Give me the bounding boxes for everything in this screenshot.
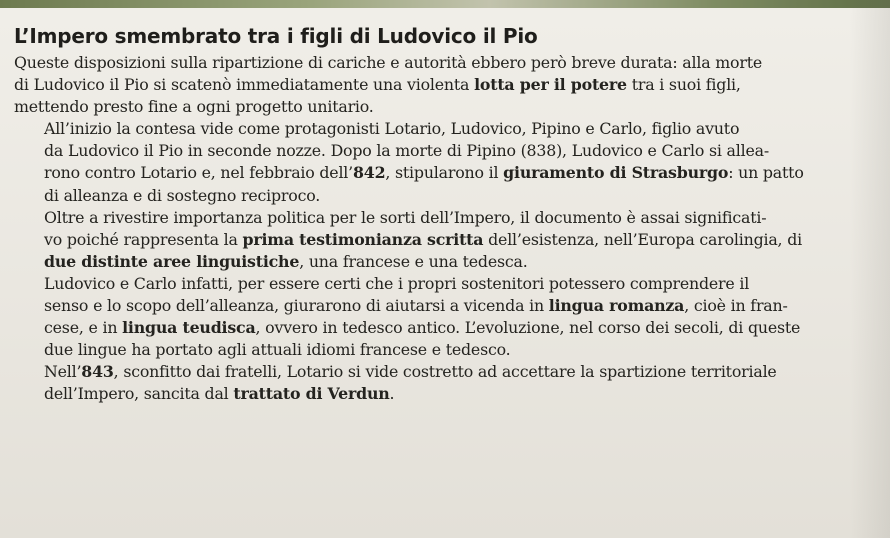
text-line [14, 339, 864, 361]
text-run: , ovvero in tedesco antico. L’evoluzione, nel corso dei secoli, di queste [255, 318, 801, 338]
text-run: cese, e in [44, 318, 123, 338]
bold-term: 842 [352, 163, 386, 183]
text-line [14, 273, 864, 295]
paragraph-4 [14, 273, 864, 361]
text-run: Nell’ [44, 362, 82, 382]
bold-term: lotta per il potere [474, 75, 627, 95]
text-line [14, 162, 864, 184]
bold-term: due distinte aree linguistiche [44, 251, 300, 271]
paragraph-5 [14, 361, 864, 405]
text-line [14, 118, 864, 140]
text-line [14, 96, 864, 118]
text-run: dell’esistenza, nell’Europa carolingia, di [483, 229, 802, 249]
text-line [14, 383, 864, 405]
text-line [14, 74, 864, 96]
section-heading: L’Impero smembrato tra i figli di Ludovico il Pio [14, 24, 538, 48]
bold-term: lingua romanza [548, 296, 685, 316]
bold-term: prima testimonianza scritta [242, 229, 484, 249]
text-run: di alleanza e di sostegno reciproco. [44, 185, 321, 205]
text-run: , sconfitto dai fratelli, Lotario si vide costretto ad accettare la spartizione territoriale [113, 362, 777, 382]
text-line [14, 207, 864, 229]
text-run: Ludovico e Carlo infatti, per essere certi che i propri sostenitori potessero comprendere il [44, 273, 750, 293]
text-line [14, 140, 864, 162]
text-run: due lingue ha portato agli attuali idiomi francese e tedesco. [44, 340, 511, 360]
text-run: Queste disposizioni sulla ripartizione di cariche e autorità ebbero però breve durata: alla morte [14, 53, 762, 72]
text-run: di Ludovico il Pio si scatenò immediatamente una violenta [14, 75, 475, 95]
bold-term: trattato di Verdun [233, 384, 390, 404]
text-run: mettendo presto fine a ogni progetto unitario. [14, 97, 374, 117]
paragraph-2 [14, 118, 864, 206]
text-line [14, 295, 864, 317]
text-run: , stipularono il [385, 163, 504, 183]
text-line [14, 251, 864, 273]
body-text [14, 52, 864, 406]
bold-term: 843 [81, 362, 114, 382]
text-run: Oltre a rivestire importanza politica per le sorti dell’Impero, il documento è assai significati- [44, 207, 767, 227]
text-run: rono contro Lotario e, nel febbraio dell’ [44, 163, 353, 183]
text-run: , cioè in fran- [684, 296, 788, 316]
text-line [14, 185, 864, 207]
text-run: : un patto [728, 163, 804, 183]
text-run: dell’Impero, sancita dal [44, 384, 234, 404]
text-run: . [389, 384, 395, 404]
text-line [14, 52, 864, 74]
bold-term: lingua teudisca [122, 318, 256, 338]
text-run: da Ludovico il Pio in seconde nozze. Dopo la morte di Pipino (838), Ludovico e Carlo si allea- [44, 141, 769, 161]
text-line [14, 361, 864, 383]
paragraph-1 [14, 52, 864, 118]
text-run: vo poiché rappresenta la [44, 229, 243, 249]
text-run: tra i suoi figli, [626, 75, 741, 95]
text-run: , una francese e una tedesca. [299, 251, 528, 271]
bold-term: giuramento di Strasburgo [503, 163, 729, 183]
text-line [14, 317, 864, 339]
paragraph-3 [14, 207, 864, 273]
text-run: All’inizio la contesa vide come protagonisti Lotario, Ludovico, Pipino e Carlo, figlio avuto [44, 119, 740, 139]
text-line [14, 229, 864, 251]
text-run: senso e lo scopo dell’alleanza, giurarono di aiutarsi a vicenda in [44, 296, 549, 316]
